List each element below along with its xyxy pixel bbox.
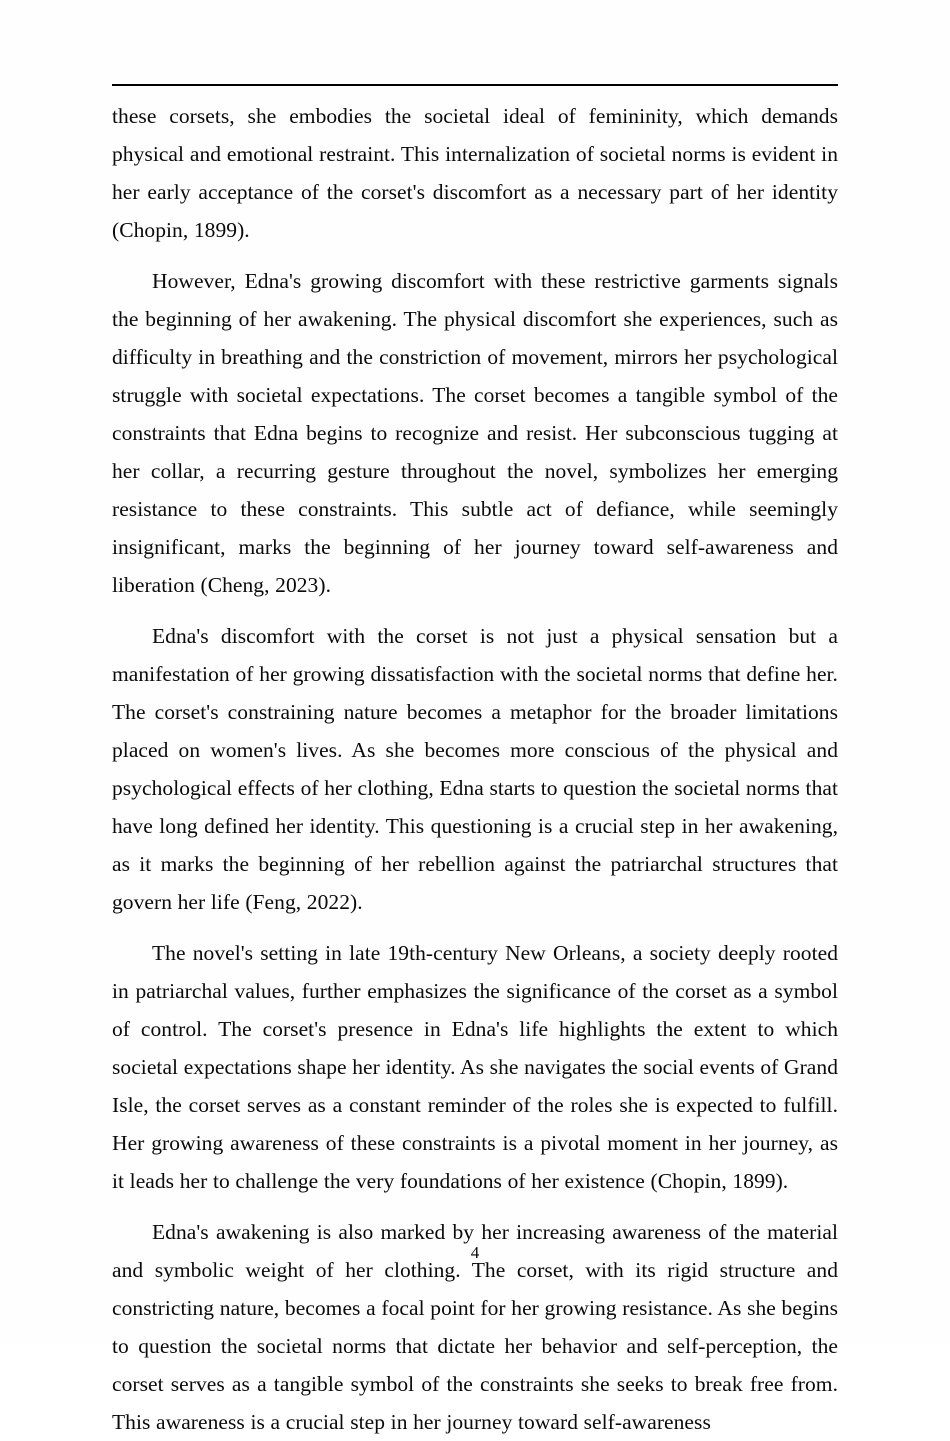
page-footer — [0, 1243, 950, 1263]
paragraph-5: Edna's awakening is also marked by her increasing awareness of the material and symbolic weight of her clothing. The corset, with its rigid structure and constricting nature, becomes a focal point for her growing resistance. As she begins to question the societal norms that dictate her behavior and self-perception, the corset serves as a tangible symbol of the constraints she seeks to break free from. This awareness is a crucial step in her journey toward self-awareness — [112, 1220, 838, 1434]
header-rule-divider — [112, 84, 838, 86]
page-header — [112, 0, 838, 85]
paragraph-3: Edna's discomfort with the corset is not just a physical sensation but a manifestation of her growing dissatisfaction with the societal norms that define her. The corset's constraining nature becomes a metaphor for the broader limitations placed on women's lives. As she becomes more conscious of the physical and psychological effects of her clothing, Edna starts to question the societal norms that have long defined her identity. This questioning is a crucial step in her awakening, as it marks the beginning of her rebellion against the patriarchal structures that govern her life (Feng, 2022). — [112, 624, 838, 914]
paragraph-2: However, Edna's growing discomfort with these restrictive garments signals the beginning of her awakening. The physical discomfort she experiences, such as difficulty in breathing and the constriction of movement, mirrors her psychological struggle with societal expectations. The corset becomes a tangible symbol of the constraints that Edna begins to recognize and resist. Her subconscious tugging at her collar, a recurring gesture throughout the novel, symbolizes her emerging resistance to these constraints. This subtle act of defiance, while seemingly insignificant, marks the beginning of her journey toward self-awareness and liberation (Cheng, 2023). — [112, 269, 838, 597]
page-number: 4 — [470, 1243, 480, 1262]
paragraph-continued: these corsets, she embodies the societal ideal of femininity, which demands physical and emotional restraint. This internalization of societal norms is evident in her early acceptance of the corset's discomfort as a necessary part of her identity (Chopin, 1899). — [112, 104, 838, 242]
document-body — [112, 97, 838, 1441]
paragraph-4: The novel's setting in late 19th-century New Orleans, a society deeply rooted in patriarchal values, further emphasizes the significance of the corset as a symbol of control. The corset's presence in Edna's life highlights the extent to which societal expectations shape her identity. As she navigates the social events of Grand Isle, the corset serves as a constant reminder of the roles she is expected to fulfill. Her growing awareness of these constraints is a pivotal moment in her journey, as it leads her to challenge the very foundations of her existence (Chopin, 1899). — [112, 941, 838, 1193]
